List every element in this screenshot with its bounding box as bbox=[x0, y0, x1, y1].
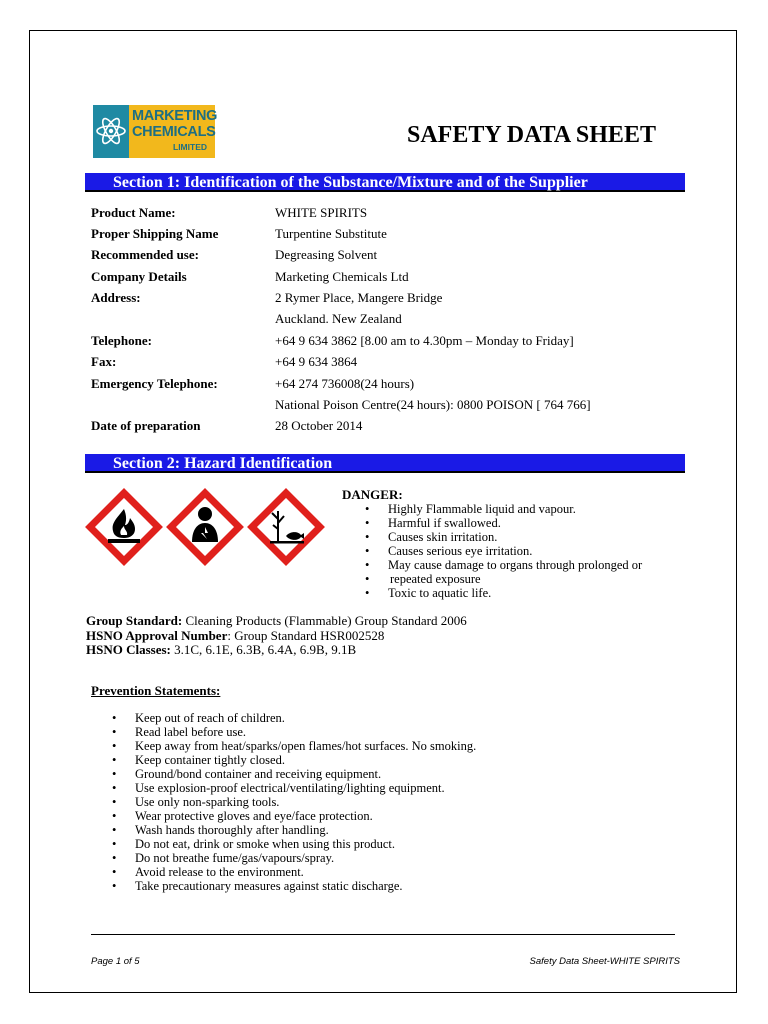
hsno-classes-label: HSNO Classes: bbox=[86, 642, 171, 657]
field-value: National Poison Centre(24 hours): 0800 POISON [ 764 766] bbox=[275, 397, 591, 412]
page-number: Page 1 of 5 bbox=[91, 956, 140, 967]
field-value: Marketing Chemicals Ltd bbox=[275, 269, 409, 284]
field-value: 28 October 2014 bbox=[275, 418, 363, 433]
field-row-fax bbox=[91, 354, 691, 374]
field-label: Company Details bbox=[91, 269, 187, 284]
list-item: • Keep container tightly closed. bbox=[112, 753, 672, 767]
field-value: WHITE SPIRITS bbox=[275, 205, 368, 220]
hsno-approval-value: : Group Standard HSR002528 bbox=[227, 628, 385, 643]
list-item: • Highly Flammable liquid and vapour. bbox=[365, 502, 685, 516]
list-item: • Harmful if swallowed. bbox=[365, 516, 685, 530]
field-row-emergency-telephone bbox=[91, 376, 691, 396]
environment-icon bbox=[252, 493, 320, 561]
signal-word: DANGER: bbox=[342, 487, 403, 502]
footer-document-name: Safety Data Sheet-WHITE SPIRITS bbox=[529, 956, 680, 967]
company-logo bbox=[93, 105, 218, 158]
list-item: • Wash hands thoroughly after handling. bbox=[112, 823, 672, 837]
hsno-approval-line bbox=[86, 629, 384, 643]
field-row-address bbox=[91, 290, 691, 310]
field-label: Fax: bbox=[91, 354, 117, 369]
field-label: Date of preparation bbox=[91, 418, 201, 433]
logo-line-2: CHEMICALS bbox=[132, 124, 216, 140]
field-row-company-details bbox=[91, 269, 691, 289]
field-row-date-of-preparation bbox=[91, 418, 691, 438]
list-item: • Do not eat, drink or smoke when using this product. bbox=[112, 837, 672, 851]
prevention-statements-list bbox=[112, 711, 672, 893]
flame-icon bbox=[90, 493, 158, 561]
list-item: • Causes serious eye irritation. bbox=[365, 544, 685, 558]
field-label: Emergency Telephone: bbox=[91, 376, 218, 391]
logo-wordmark bbox=[129, 105, 218, 158]
logo-line-1: MARKETING bbox=[132, 108, 218, 124]
hazard-statements-list bbox=[365, 502, 685, 600]
list-item: • Causes skin irritation. bbox=[365, 530, 685, 544]
atom-emblem-icon bbox=[93, 105, 129, 158]
hsno-classes-value: 3.1C, 6.1E, 6.3B, 6.4A, 6.9B, 9.1B bbox=[170, 642, 357, 657]
field-row-address-line-2 bbox=[91, 311, 691, 331]
field-label: Product Name: bbox=[91, 205, 176, 220]
list-item: • Ground/bond container and receiving equipment. bbox=[112, 767, 672, 781]
field-row-product-name bbox=[91, 205, 691, 225]
group-standard-value: Cleaning Products (Flammable) Group Standard 2006 bbox=[182, 613, 467, 628]
list-item-continuation: • repeated exposure bbox=[365, 572, 685, 586]
field-label: Recommended use: bbox=[91, 247, 199, 262]
group-standard-label: Group Standard: bbox=[86, 613, 183, 628]
list-item: • Toxic to aquatic life. bbox=[365, 586, 685, 600]
field-value: +64 9 634 3864 bbox=[275, 354, 358, 369]
field-value: +64 9 634 3862 [8.00 am to 4.30pm – Monday to Friday] bbox=[275, 333, 574, 348]
list-item: • Read label before use. bbox=[112, 725, 672, 739]
list-item: • Use only non-sparking tools. bbox=[112, 795, 672, 809]
field-row-telephone bbox=[91, 333, 691, 353]
field-value: Auckland. New Zealand bbox=[275, 311, 402, 326]
list-item: • May cause damage to organs through prolonged or bbox=[365, 558, 685, 572]
hsno-approval-label: HSNO Approval Number bbox=[86, 628, 228, 643]
document-title: SAFETY DATA SHEET bbox=[407, 122, 656, 148]
field-value: 2 Rymer Place, Mangere Bridge bbox=[275, 290, 443, 305]
field-label: Proper Shipping Name bbox=[91, 226, 219, 241]
group-standard-line bbox=[86, 614, 467, 628]
footer-divider bbox=[91, 934, 675, 935]
list-item: • Use explosion-proof electrical/ventilating/lighting equipment. bbox=[112, 781, 672, 795]
list-item: • Do not breathe fume/gas/vapours/spray. bbox=[112, 851, 672, 865]
logo-line-3: LIMITED bbox=[173, 142, 207, 152]
health-hazard-icon bbox=[171, 493, 239, 561]
field-value: Degreasing Solvent bbox=[275, 247, 378, 262]
list-item: • Avoid release to the environment. bbox=[112, 865, 672, 879]
list-item: • Wear protective gloves and eye/face protection. bbox=[112, 809, 672, 823]
hsno-classes-line bbox=[86, 643, 356, 657]
list-item: • Take precautionary measures against static discharge. bbox=[112, 879, 672, 893]
field-value: +64 274 736008(24 hours) bbox=[275, 376, 415, 391]
ghs-pictograms bbox=[84, 487, 334, 580]
field-label: Address: bbox=[91, 290, 141, 305]
field-label: Telephone: bbox=[91, 333, 152, 348]
field-row-poison-centre bbox=[91, 397, 691, 417]
list-item: • Keep out of reach of children. bbox=[112, 711, 672, 725]
field-row-shipping-name bbox=[91, 226, 691, 246]
prevention-heading: Prevention Statements: bbox=[91, 683, 221, 698]
section-2-heading: Section 2: Hazard Identification bbox=[85, 454, 685, 473]
section-1-heading: Section 1: Identification of the Substance/Mixture and of the Supplier bbox=[85, 173, 685, 192]
field-row-recommended-use bbox=[91, 247, 691, 267]
list-item: • Keep away from heat/sparks/open flames/hot surfaces. No smoking. bbox=[112, 739, 672, 753]
field-value: Turpentine Substitute bbox=[275, 226, 387, 241]
